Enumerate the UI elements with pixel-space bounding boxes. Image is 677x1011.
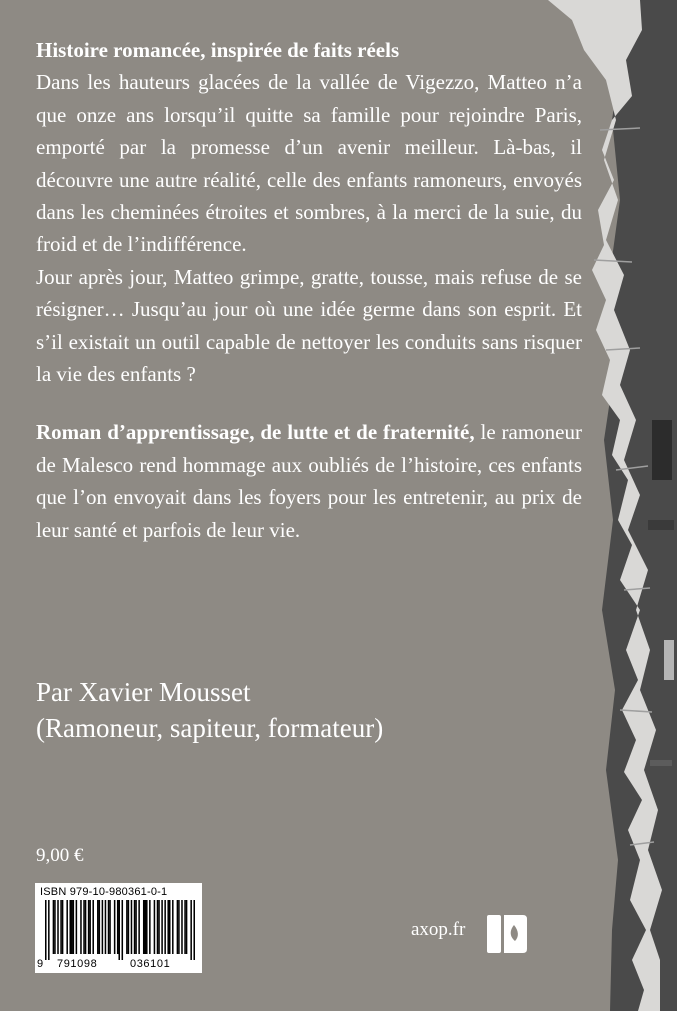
blurb-paragraph-3-rest: le ramoneur de Malesco rend hommage aux oubliés de l’histoire, ces enfants que l’on envoyait dans les foyers pour les entretenir, au prix de leur santé et parfois de leur vie.	[36, 420, 583, 542]
author-byline: Par Xavier Mousset	[36, 677, 251, 707]
barcode-digits-right: 036101	[130, 958, 171, 970]
blurb-paragraph-3	[36, 416, 582, 546]
blurb	[36, 34, 582, 546]
axop-logo-icon	[485, 911, 529, 955]
blurb-heading: Histoire romancée, inspirée de faits réels	[36, 38, 400, 62]
blurb-paragraph-3-bold: Roman d’apprentissage, de lutte et de fraternité,	[36, 420, 475, 445]
price: 9,00 €	[36, 845, 84, 866]
barcode-bars	[45, 900, 195, 960]
barcode-digits-left: 791098	[57, 958, 98, 970]
barcode-digit-first: 9	[37, 958, 44, 970]
blurb-paragraph-2: Jour après jour, Matteo grimpe, gratte, tousse, mais refuse de se résigner… Jusqu’au jour où une idée germe dans son esprit. Et s’il existait un outil capable de nettoyer les conduits sans risquer la vie des enfants ?	[36, 264, 582, 387]
publisher-site: axop.fr	[411, 919, 466, 940]
isbn-barcode	[35, 883, 202, 973]
blurb-paragraph-1: Dans les hauteurs glacées de la vallée de Vigezzo, Matteo n’a que onze ans lorsqu’il quitte sa famille pour rejoindre Paris, emporté par la promesse d’un avenir meilleur. Là-bas, il découvre une autre réalité, celle des enfants ramoneurs, envoyés dans les cheminées étroites et sombres, à la merci de la suie, du froid et de l’indifférence.	[36, 70, 582, 257]
isbn-label: ISBN 979-10-980361-0-1	[40, 886, 168, 898]
author-block	[36, 674, 383, 746]
author-roles: (Ramoneur, sapiteur, formateur)	[36, 713, 384, 743]
